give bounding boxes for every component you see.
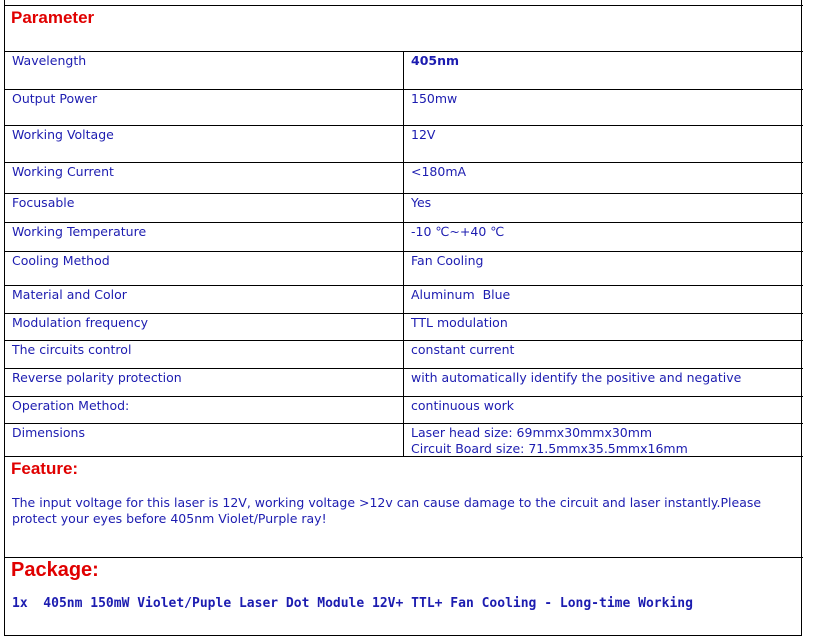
- table-rule: [5, 368, 803, 369]
- table-rule: [5, 125, 803, 126]
- row-value-working-current: <180mA: [411, 164, 467, 179]
- row-label-working-voltage: Working Voltage: [12, 127, 114, 142]
- table-rule: [5, 51, 803, 52]
- row-value-dimensions-head: Laser head size: 69mmx30mmx30mm: [411, 425, 653, 440]
- row-label-circuits-control: The circuits control: [12, 342, 132, 357]
- row-label-output-power: Output Power: [12, 91, 98, 106]
- package-text: 1x 405nm 150mW Violet/Puple Laser Dot Module 12V+ TTL+ Fan Cooling - Long-time Working: [12, 596, 693, 611]
- table-rule: [5, 222, 803, 223]
- row-label-material-color: Material and Color: [12, 287, 127, 302]
- row-value-cooling-method: Fan Cooling: [411, 253, 484, 268]
- table-rule: [5, 396, 803, 397]
- row-value-reverse-polarity: with automatically identify the positive and negative: [411, 370, 742, 385]
- row-value-operation-method: continuous work: [411, 398, 514, 413]
- table-rule: [5, 340, 803, 341]
- row-value-working-temperature: -10 ℃~+40 ℃: [411, 224, 505, 239]
- table-rule: [5, 285, 803, 286]
- row-label-modulation-frequency: Modulation frequency: [12, 315, 149, 330]
- package-title: Package:: [11, 559, 99, 581]
- row-label-dimensions: Dimensions: [12, 425, 85, 440]
- row-value-output-power: 150mw: [411, 91, 458, 106]
- row-label-wavelength: Wavelength: [12, 53, 87, 68]
- row-value-working-voltage: 12V: [411, 127, 436, 142]
- row-label-reverse-polarity: Reverse polarity protection: [12, 370, 182, 385]
- row-label-focusable: Focusable: [12, 195, 75, 210]
- table-rule: [5, 423, 803, 424]
- parameter-title: Parameter: [11, 8, 95, 27]
- row-value-wavelength: 405nm: [411, 53, 460, 68]
- feature-text: The input voltage for this laser is 12V, working voltage >12v can cause damage to the circuit and laser instantly.Please protect your eyes before 405nm Violet/Purple ray!: [12, 495, 762, 526]
- row-label-working-current: Working Current: [12, 164, 114, 179]
- table-rule: [5, 251, 803, 252]
- row-value-modulation-frequency: TTL modulation: [411, 315, 508, 330]
- row-value-dimensions-board: Circuit Board size: 71.5mmx35.5mmx16mm: [411, 441, 688, 456]
- row-label-cooling-method: Cooling Method: [12, 253, 110, 268]
- row-label-working-temperature: Working Temperature: [12, 224, 147, 239]
- row-label-operation-method: Operation Method:: [12, 398, 130, 413]
- spec-sheet: [4, 0, 802, 636]
- table-rule: [5, 313, 803, 314]
- row-value-focusable: Yes: [411, 195, 432, 210]
- table-rule: [5, 162, 803, 163]
- feature-title: Feature:: [11, 459, 79, 478]
- table-rule: [5, 89, 803, 90]
- table-rule: [5, 5, 803, 6]
- table-rule: [5, 193, 803, 194]
- table-rule: [5, 557, 803, 558]
- row-value-circuits-control: constant current: [411, 342, 515, 357]
- row-value-material-color: Aluminum Blue: [411, 287, 511, 302]
